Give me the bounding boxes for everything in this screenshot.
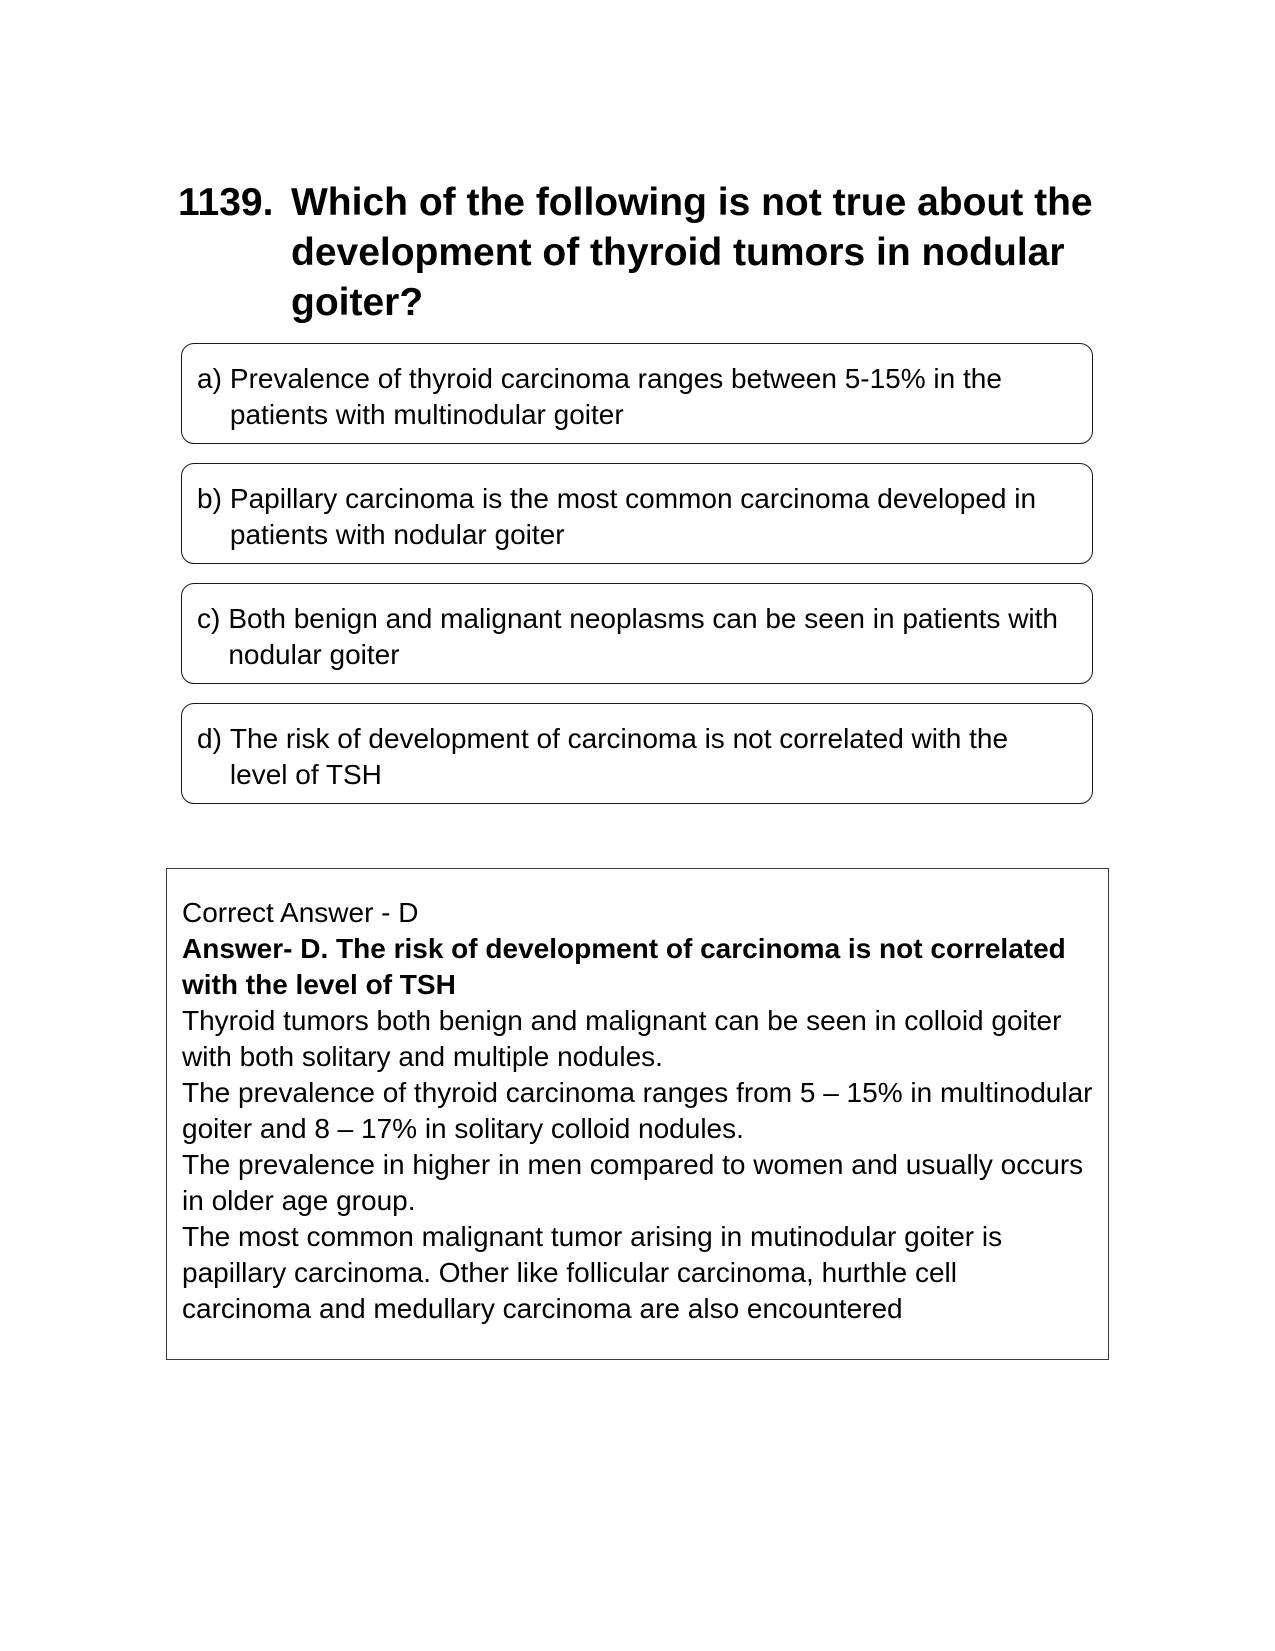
answer-box [166,868,1109,1360]
question-text: Which of the following is not true about the development of thyroid tumors in nodular goiter? [291,181,1093,324]
explanation-paragraph: The most common malignant tumor arising in mutinodular goiter is papillary carcinoma. Other like follicular carcinoma, hurthle cell carcinoma and medullary carcinoma are also encountered [182,1221,1003,1324]
option-d[interactable] [181,703,1093,804]
explanation-paragraph: Thyroid tumors both benign and malignant can be seen in colloid goiter with both solitary and multiple nodules. [182,1005,1062,1072]
question-number: 1139. [178,181,274,224]
option-letter: c) [197,603,221,634]
option-b[interactable] [181,463,1093,564]
correct-answer-label: Correct Answer - D [182,897,419,928]
option-letter: a) [197,363,222,394]
option-text: Papillary carcinoma is the most common carcinoma developed in patients with nodular goiter [229,483,1037,550]
answer-heading: Answer- D. The risk of development of carcinoma is not correlated with the level of TSH [182,933,1066,1000]
question [178,178,1098,328]
option-c[interactable] [181,583,1093,684]
option-text: Prevalence of thyroid carcinoma ranges between 5-15% in the patients with multinodular goiter [229,363,1002,430]
option-text: Both benign and malignant neoplasms can be seen in patients with nodular goiter [228,603,1058,670]
explanation-paragraph: The prevalence in higher in men compared to women and usually occurs in older age group. [182,1149,1084,1216]
explanation-paragraph: The prevalence of thyroid carcinoma ranges from 5 – 15% in multinodular goiter and 8 – 17% in solitary colloid nodules. [182,1077,1093,1144]
option-letter: d) [197,723,222,754]
option-letter: b) [197,483,222,514]
option-text: The risk of development of carcinoma is not correlated with the level of TSH [229,723,1009,790]
option-a[interactable] [181,343,1093,444]
